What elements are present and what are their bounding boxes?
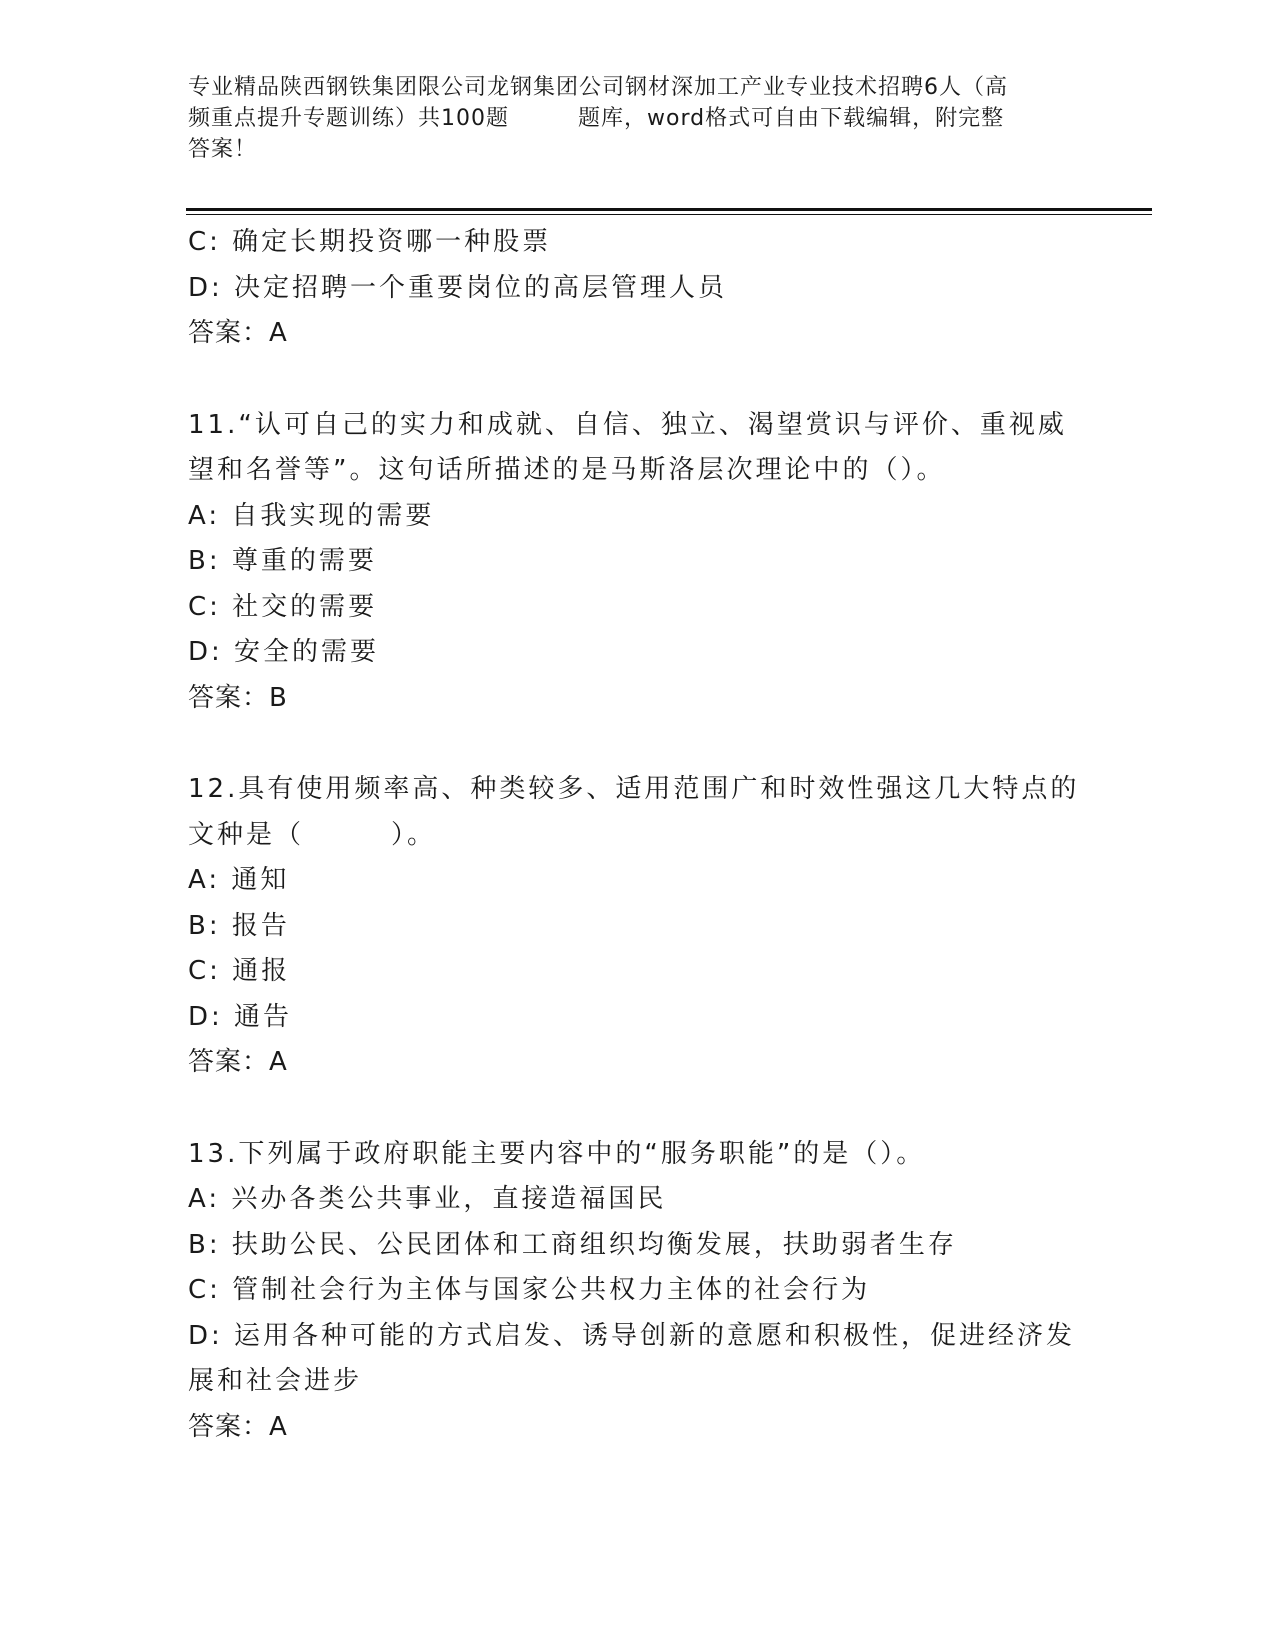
answer: 答案：B — [188, 682, 288, 713]
option-a: A: 兴办各类公共事业，直接造福国民 — [188, 1184, 667, 1214]
question-12 — [188, 767, 1108, 1086]
option-a: A: 通知 — [188, 865, 290, 895]
document-header — [188, 72, 1088, 165]
question-stem-line-1: 11.“认可自己的实力和成就、自信、独立、渴望赏识与评价、重视威 — [188, 409, 1067, 440]
header-line-3: 答案！ — [188, 137, 258, 162]
question-11 — [188, 403, 1108, 722]
option-c: C: 社交的需要 — [188, 591, 378, 622]
option-b: B: 尊重的需要 — [188, 546, 377, 576]
option-d-line-1: D: 运用各种可能的方式启发、诱导创新的意愿和积极性，促进经济发 — [188, 1320, 1076, 1351]
answer: 答案：A — [188, 318, 288, 348]
option-d: D: 通告 — [188, 1001, 293, 1032]
option-c: C: 管制社会行为主体与国家公共权力主体的社会行为 — [188, 1275, 871, 1305]
question-stem-line-1: 12.具有使用频率高、种类较多、适用范围广和时效性强这几大特点的 — [188, 774, 1080, 804]
header-line-1: 专业精品陕西钢铁集团限公司龙钢集团公司钢材深加工产业专业技术招聘6人（高 — [188, 75, 1008, 100]
question-13 — [188, 1132, 1108, 1451]
option-d: D: 决定招聘一个重要岗位的高层管理人员 — [188, 272, 728, 303]
option-b: B: 扶助公民、公民团体和工商组织均衡发展，扶助弱者生存 — [188, 1229, 957, 1260]
option-d: D: 安全的需要 — [188, 637, 380, 667]
option-d-line-2: 展和社会进步 — [188, 1366, 363, 1396]
option-b: B: 报告 — [188, 910, 290, 941]
question-10 — [188, 220, 1108, 357]
option-c: C: 通报 — [188, 956, 291, 986]
option-c: C: 确定长期投资哪一种股票 — [188, 227, 552, 257]
header-line-2: 频重点提升专题训练）共100题 题库，word格式可自由下载编辑，附完整 — [188, 106, 1005, 131]
question-stem-line-1: 13.下列属于政府职能主要内容中的“服务职能”的是（）。 — [188, 1138, 926, 1169]
question-stem-line-2: 望和名誉等”。这句话所描述的是马斯洛层次理论中的（）。 — [188, 455, 946, 485]
question-list — [188, 220, 1108, 1450]
option-a: A: 自我实现的需要 — [188, 500, 435, 531]
header-rule-thin — [186, 214, 1152, 215]
answer: 答案：A — [188, 1047, 288, 1077]
question-stem-line-2: 文种是（ ）。 — [188, 819, 437, 850]
header-rule-thick — [186, 208, 1152, 211]
answer: 答案：A — [188, 1411, 288, 1442]
